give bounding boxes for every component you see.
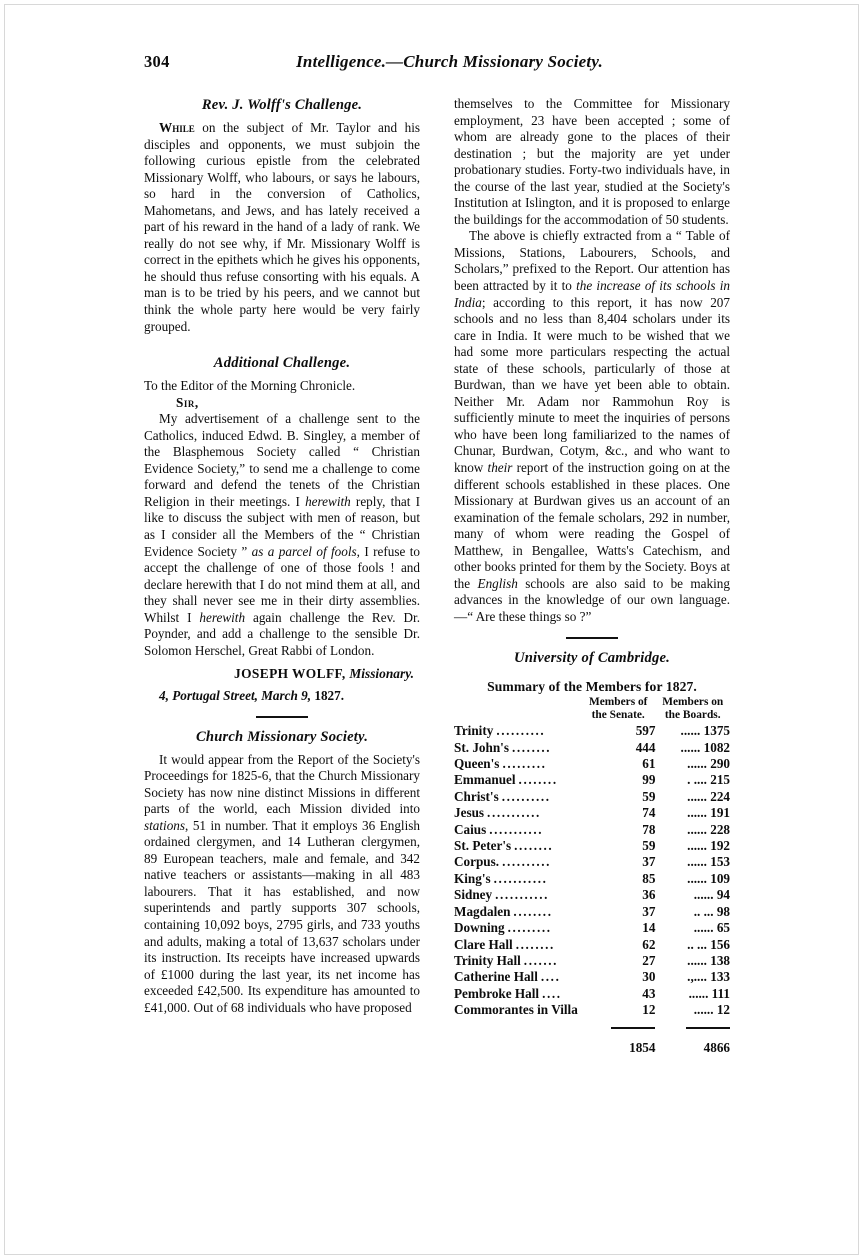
boards-count: ...... 138: [687, 952, 730, 968]
extract-italic-3: English: [477, 575, 518, 591]
senate-count: 37: [642, 903, 656, 919]
boards-count: ...... 191: [687, 805, 730, 821]
college-name: Trinity: [454, 723, 496, 738]
section-divider-rule-2: [566, 637, 618, 639]
letter-text-1: My advertisement of a challenge sent to the Catholics, induced Edwd. B. Singley, a member of the Blasphemous Society called “ Christian Evidence Society,” to send me a challenge to come forward and defend the tenets of the Christian Religion in their meetings. I: [144, 411, 420, 509]
college-name-cell: [454, 953, 581, 969]
section-title-university-of-cambridge: University of Cambridge.: [514, 649, 670, 666]
table-row: [454, 789, 730, 805]
boards-count: ...... 153: [687, 854, 730, 870]
boards-count: ...... 65: [693, 920, 730, 936]
boards-count: .,.... 133: [687, 969, 730, 985]
cms-italic-1: stations: [144, 817, 186, 833]
dot-leader-2: ......: [687, 821, 711, 837]
dot-leader-2: ......: [693, 887, 717, 903]
college-name: Pembroke Hall: [454, 986, 542, 1001]
college-name-cell: [454, 822, 581, 838]
boards-count: ...... 224: [687, 788, 730, 804]
table-row: [454, 937, 730, 953]
dot-leader-2: ......: [693, 920, 717, 936]
totals-rule-row: [454, 1019, 730, 1035]
page-number: 304: [144, 52, 170, 71]
letter-text-2: reply, that I like to discuss the subject with men of reason, but as I consider all the Members of the “ Christian Evidence Society ”: [144, 493, 421, 559]
letter-text-4: again challenge the Rev. Dr. Poynder, and add a challenge to the sensible Dr. Solomon Herschel, Great Rabbi of London.: [144, 609, 420, 658]
college-name-cell: [454, 871, 581, 887]
college-name: Magdalen: [454, 904, 513, 919]
college-name: St. John's: [454, 740, 512, 755]
dot-leader: ........: [515, 936, 555, 952]
table-row: [454, 822, 730, 838]
paragraph-cms-table-extract: [454, 228, 730, 625]
dot-leader: .........: [507, 920, 552, 936]
section-title-wolff-challenge: Rev. J. Wolff's Challenge.: [201, 97, 363, 113]
senate-count: 62: [642, 936, 656, 952]
boards-header-line2: the Boards.: [664, 708, 721, 721]
table-row: [454, 986, 730, 1002]
dot-leader: .......: [523, 952, 559, 968]
college-name: Queen's: [454, 756, 502, 771]
totals-label-spacer: [454, 1035, 581, 1056]
dot-leader: ........: [514, 838, 554, 854]
two-column-body: [144, 96, 730, 1056]
senate-count: 78: [642, 821, 656, 837]
boards-count: ...... 111: [688, 985, 730, 1001]
table-header-senate: [581, 696, 656, 723]
section-title-church-missionary-society: Church Missionary Society.: [195, 728, 369, 745]
college-name-cell: [454, 740, 581, 756]
extract-text-4: schools are also said to be making advances in the knowledge of our own language.—“ Are these things so ?”: [454, 575, 730, 624]
college-name-cell: [454, 854, 581, 870]
boards-count: ...... 290: [687, 756, 730, 772]
table-row: [454, 838, 730, 854]
college-name: Corpus.: [454, 854, 502, 869]
paragraph-cms-report: [144, 752, 420, 1017]
dot-leader: ........: [513, 903, 553, 919]
college-name-cell: [454, 986, 581, 1002]
senate-count: 597: [635, 723, 656, 739]
members-table: [454, 696, 730, 1056]
boards-count: ...... 94: [693, 887, 730, 903]
table-row: [454, 969, 730, 985]
college-name: Catherine Hall: [454, 969, 541, 984]
boards-count: . .... 215: [687, 772, 730, 788]
lead-word: While: [159, 120, 195, 135]
dot-leader: ...........: [489, 821, 544, 837]
extract-italic-2: their: [487, 460, 513, 476]
cms-text-1: It would appear from the Report of the Society's Proceedings for 1825-6, that the Church Missionary Society has now nine distinct Missions in different parts of the world, each Mission divided into: [144, 751, 420, 817]
left-column: [144, 96, 420, 1016]
senate-count: 59: [642, 788, 656, 804]
college-name: Christ's: [454, 789, 502, 804]
college-name: Caius: [454, 822, 489, 837]
table-header-boards: [655, 696, 730, 723]
paragraph-wolff-intro: [144, 120, 420, 335]
senate-count: 85: [642, 870, 656, 886]
table-caption: Summary of the Members for 1827.: [487, 678, 697, 694]
senate-count: 37: [642, 854, 656, 870]
table-row: [454, 854, 730, 870]
signature-address: [144, 688, 420, 705]
table-row: [454, 871, 730, 887]
college-name: Jesus: [454, 805, 487, 820]
paragraph-text: on the subject of Mr. Taylor and his disciples and opponents, we must subjoin the following curious epistle from the celebrated Missionary Wolff, who labours, or says he labours, so hard in the conversion of Catholics, Mahometans, and Jews, and has lately received a part of his reward in the hand of a lady of rank. We really do not see why, if Mr. Missionary Wolff is correct in the epithets which he gives his opponents, he should thus refuse consorting with his equals. A man is to be tried by his peers, and we cannot but think the whole party here would be very fairly grouped.: [144, 120, 420, 334]
senate-count: 43: [642, 985, 656, 1001]
senate-count: 27: [642, 952, 656, 968]
table-row: [454, 953, 730, 969]
extract-text-3: report of the instruction going on at the different schools established in these places. One Missionary at Burdwan gives us an account of an examination of the female scholars, 292 in number, many of whom were reading the Gospel of Matthew, in Bengallee, Watts's Catechism, and other books printed for them by the Society. Boys at the: [454, 460, 730, 591]
table-row: [454, 805, 730, 821]
senate-header-line2: the Senate.: [591, 708, 645, 721]
dot-leader: ....: [540, 969, 561, 985]
right-column: [454, 96, 730, 1056]
dot-leader: ...........: [487, 805, 541, 821]
senate-header-line1: Members of: [588, 696, 648, 709]
dot-leader-2: ......: [687, 756, 711, 772]
dot-leader-2: .. ...: [693, 903, 717, 919]
dot-leader-2: ......: [687, 854, 711, 870]
senate-count: 12: [642, 1002, 656, 1018]
running-head-title: Intelligence.—Church Missionary Society.: [296, 52, 603, 71]
table-header-row: [454, 696, 730, 723]
boards-count: ...... 109: [687, 870, 730, 886]
college-name: Clare Hall: [454, 937, 516, 952]
totals-rule-boards: [655, 1019, 730, 1035]
extract-text-2: ; according to this report, it has now 207 schools and no less than 8,404 scholars under its care in India. It were much to be wished that we had some more particulars respecting the actual state of these schools, particularly of those at Burdwan, than we have yet been able to obtain. Neither Mr. Adam nor Rammohun Roy is sufficiently minute to meet the inquiries of persons who have been long familiarized to the names of Chunar, Burdwan, Cotym, &c., and who want to know: [454, 294, 730, 476]
dot-leader: ..........: [501, 788, 551, 804]
total-boards: 4866: [703, 1039, 730, 1055]
extract-italic-1: the increase of its schools in India: [454, 278, 730, 310]
extract-text-1: The above is chiefly extracted from a “ Table of Missions, Stations, Labourers, Schools, and Scholars,” prefixed to the Report. Our attention has been attracted by it to: [454, 228, 730, 294]
college-name-cell: [454, 805, 581, 821]
dot-leader-2: ......: [687, 788, 711, 804]
dot-leader: ........: [511, 739, 552, 755]
college-name-cell: [454, 723, 581, 739]
senate-count: 99: [642, 772, 656, 788]
college-name: Trinity Hall: [454, 953, 524, 968]
section-divider-rule: [256, 716, 308, 718]
boards-count: ...... 1082: [680, 739, 730, 755]
table-header-blank: [454, 696, 581, 723]
table-row: [454, 920, 730, 936]
address-year: 1827.: [314, 687, 345, 703]
paragraph-cms-continuation: themselves to the Committee for Missionary employment, 23 have been accepted ; some of whom are already gone to the places of their destination ; but the majority are yet under probationary studies. Forty-two individuals have, in the course of the last year, studied at the Society's Institution at Islington, and it is proposed to enlarge the buildings for the accommodation of 50 students.: [454, 96, 730, 227]
college-name-cell: [454, 789, 581, 805]
senate-count: 74: [642, 805, 656, 821]
letter-text-3: , I refuse to accept the challenge of one of those fools ! and declare herewith that I do not mind them at all, and they shall never see me in their dirty assemblies. Whilst I: [144, 543, 420, 625]
dot-leader-2: ......: [680, 723, 704, 739]
signature-role: Missionary.: [349, 666, 414, 682]
boards-header-line1: Members on: [662, 696, 724, 709]
table-row: [454, 756, 730, 772]
table-row: [454, 723, 730, 739]
college-name: Commorantes in Villa: [454, 1002, 581, 1017]
college-name: Sidney: [454, 887, 495, 902]
dot-leader-2: ......: [687, 870, 711, 886]
boards-count: ...... 192: [687, 838, 730, 854]
table-row: [454, 1002, 730, 1018]
table-row: [454, 772, 730, 788]
dot-leader-2: . ....: [687, 772, 711, 788]
members-table-body: [454, 723, 730, 1018]
college-name-cell: [454, 756, 581, 772]
senate-count: 61: [642, 756, 656, 772]
dot-leader: ....: [542, 985, 562, 1001]
dot-leader-2: ......: [687, 805, 711, 821]
totals-row: [454, 1035, 730, 1056]
signature-name: JOSEPH WOLFF,: [234, 666, 346, 682]
college-name-cell: [454, 969, 581, 985]
editor-addressee-line: To the Editor of the Morning Chronicle.: [144, 378, 356, 394]
address-text: 4, Portugal Street, March 9,: [159, 687, 312, 703]
table-row: [454, 740, 730, 756]
dot-leader: ..........: [496, 723, 546, 739]
college-name: Emmanuel: [454, 772, 519, 787]
boards-count: ...... 1375: [680, 723, 730, 739]
letter-italic-1: herewith: [305, 493, 351, 509]
senate-count: 444: [635, 739, 656, 755]
boards-count: ...... 12: [693, 1002, 730, 1018]
total-senate: 1854: [629, 1039, 656, 1055]
dot-leader: ...........: [493, 870, 548, 886]
college-name: Downing: [454, 920, 508, 935]
signature-line: [144, 666, 420, 683]
dot-leader: ...........: [495, 887, 549, 903]
boards-count: ...... 228: [687, 821, 730, 837]
college-name-cell: [454, 920, 581, 936]
dot-leader-2: ......: [688, 985, 712, 1001]
dot-leader-2: ......: [687, 952, 711, 968]
senate-count: 59: [642, 838, 656, 854]
dot-leader-2: .. ...: [687, 936, 711, 952]
letter-italic-3: herewith: [199, 609, 246, 625]
senate-count: 14: [642, 920, 656, 936]
paragraph-challenge-letter: [144, 411, 420, 659]
college-name-cell: [454, 772, 581, 788]
dot-leader: ........: [518, 772, 558, 788]
totals-rule-senate: [581, 1019, 656, 1035]
section-title-additional-challenge: Additional Challenge.: [213, 355, 351, 372]
dot-leader: ..........: [502, 854, 552, 870]
salutation: Sir,: [176, 394, 199, 410]
table-row: [454, 887, 730, 903]
letter-italic-2: as a parcel of fools: [251, 543, 357, 559]
college-name-cell: [454, 937, 581, 953]
senate-count: 30: [642, 969, 656, 985]
college-name-cell: [454, 904, 581, 920]
dot-leader-2: ......: [687, 838, 711, 854]
totals-rule-spacer: [454, 1019, 581, 1035]
dot-leader-2: .,....: [687, 969, 711, 985]
dot-leader: .........: [502, 756, 547, 772]
boards-count: .. ... 156: [687, 936, 730, 952]
dot-leader-2: ......: [680, 739, 704, 755]
running-head: [0, 52, 863, 78]
college-name-cell: [454, 887, 581, 903]
boards-count: .. ... 98: [693, 903, 730, 919]
college-name: King's: [454, 871, 494, 886]
dot-leader-2: ......: [693, 1002, 717, 1018]
college-name-cell: [454, 1002, 581, 1018]
college-name: St. Peter's: [454, 838, 514, 853]
table-row: [454, 904, 730, 920]
cms-text-2: , 51 in number. That it employs 36 English ordained clergymen, and 14 Lutheran clergymen, 89 European teachers, male and female, and 342 native teachers or assistants—making in all 483 labourers. That it has established, and now superintends and partly supports 307 schools, containing 10,092 boys, 2795 girls, and 733 youths and adults, making a total of 13,637 scholars under its instruction. Its receipts have increased upwards of £1000 during the last year, its net income has exceeded £42,500. Its expenditure has amounted to £41,000. Out of 68 individuals who have proposed: [144, 817, 420, 1015]
senate-count: 36: [642, 887, 656, 903]
college-name-cell: [454, 838, 581, 854]
